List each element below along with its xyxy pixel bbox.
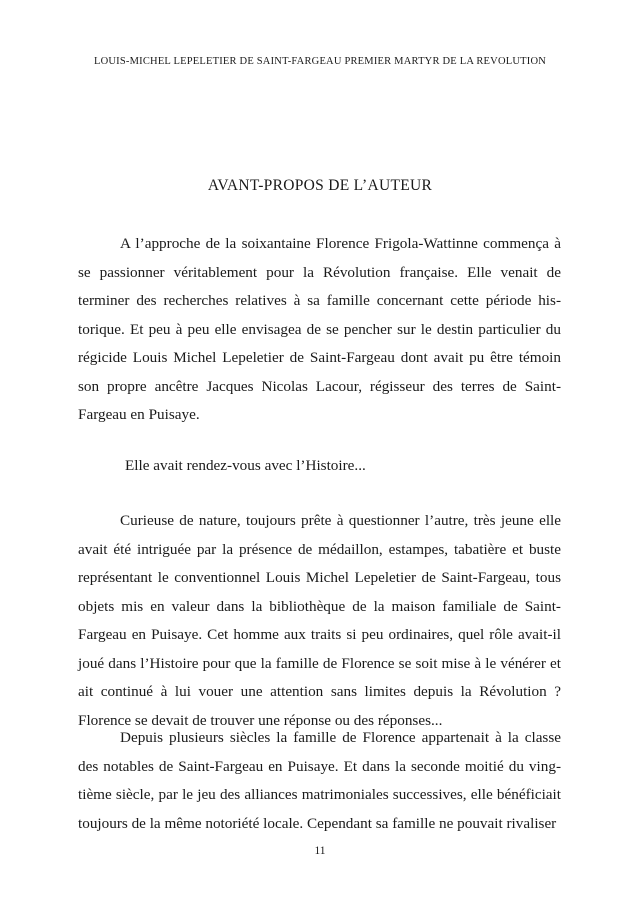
page-number: 11 <box>314 845 326 857</box>
running-head: LOUIS-MICHEL LEPELETIER DE SAINT-FARGEAU PREMIER MARTYR DE LA REVOLUTION <box>93 56 547 67</box>
paragraph-2: Elle avait rendez-vous avec l’Histoire... <box>125 457 366 474</box>
chapter-title: AVANT-PROPOS DE L’AUTEUR <box>207 177 433 194</box>
paragraph-1: A l’approche de la soixantaine Florence Frigola-Wattinne commença à se passionner véritablement pour la Révolution française. Elle venait de terminer des recherches relatives à sa famille concernant cette période historique. Et peu à peu elle envisagea de se pencher sur le destin particulier du régicide Louis Michel Lepeletier de Saint-Fargeau dont avait pu être témoin son propre ancêtre Jacques Nicolas Lacour, régisseur des terres de Saint-Fargeau en Puisaye. <box>78 235 561 423</box>
paragraph-4: Depuis plusieurs siècles la famille de Florence appartenait à la classe des notables de Saint-Fargeau en Puisaye. Et dans la seconde moitié du vingtième siècle, par le jeu des alliances matrimoniales successives, elle bénéficiait toujours de la même notoriété locale. Cependant sa famille ne pouvait rivaliser <box>78 729 561 832</box>
paragraph-3: Curieuse de nature, toujours prête à questionner l’autre, très jeune elle avait été intriguée par la présence de médaillon, estampes, tabatière et buste représentant le conventionnel Louis Michel Lepeletier de Saint-Fargeau, tous objets mis en valeur dans la bibliothèque de la maison familiale de Saint-Fargeau en Puisaye. Cet homme aux traits si peu ordinaires, quel rôle avait-il joué dans l’Histoire pour que la famille de Florence se soit mise à le vénérer et ait continué à lui vouer une attention sans limites depuis la Révolution ? Florence se devait de trouver une réponse ou des réponses... <box>78 512 561 729</box>
